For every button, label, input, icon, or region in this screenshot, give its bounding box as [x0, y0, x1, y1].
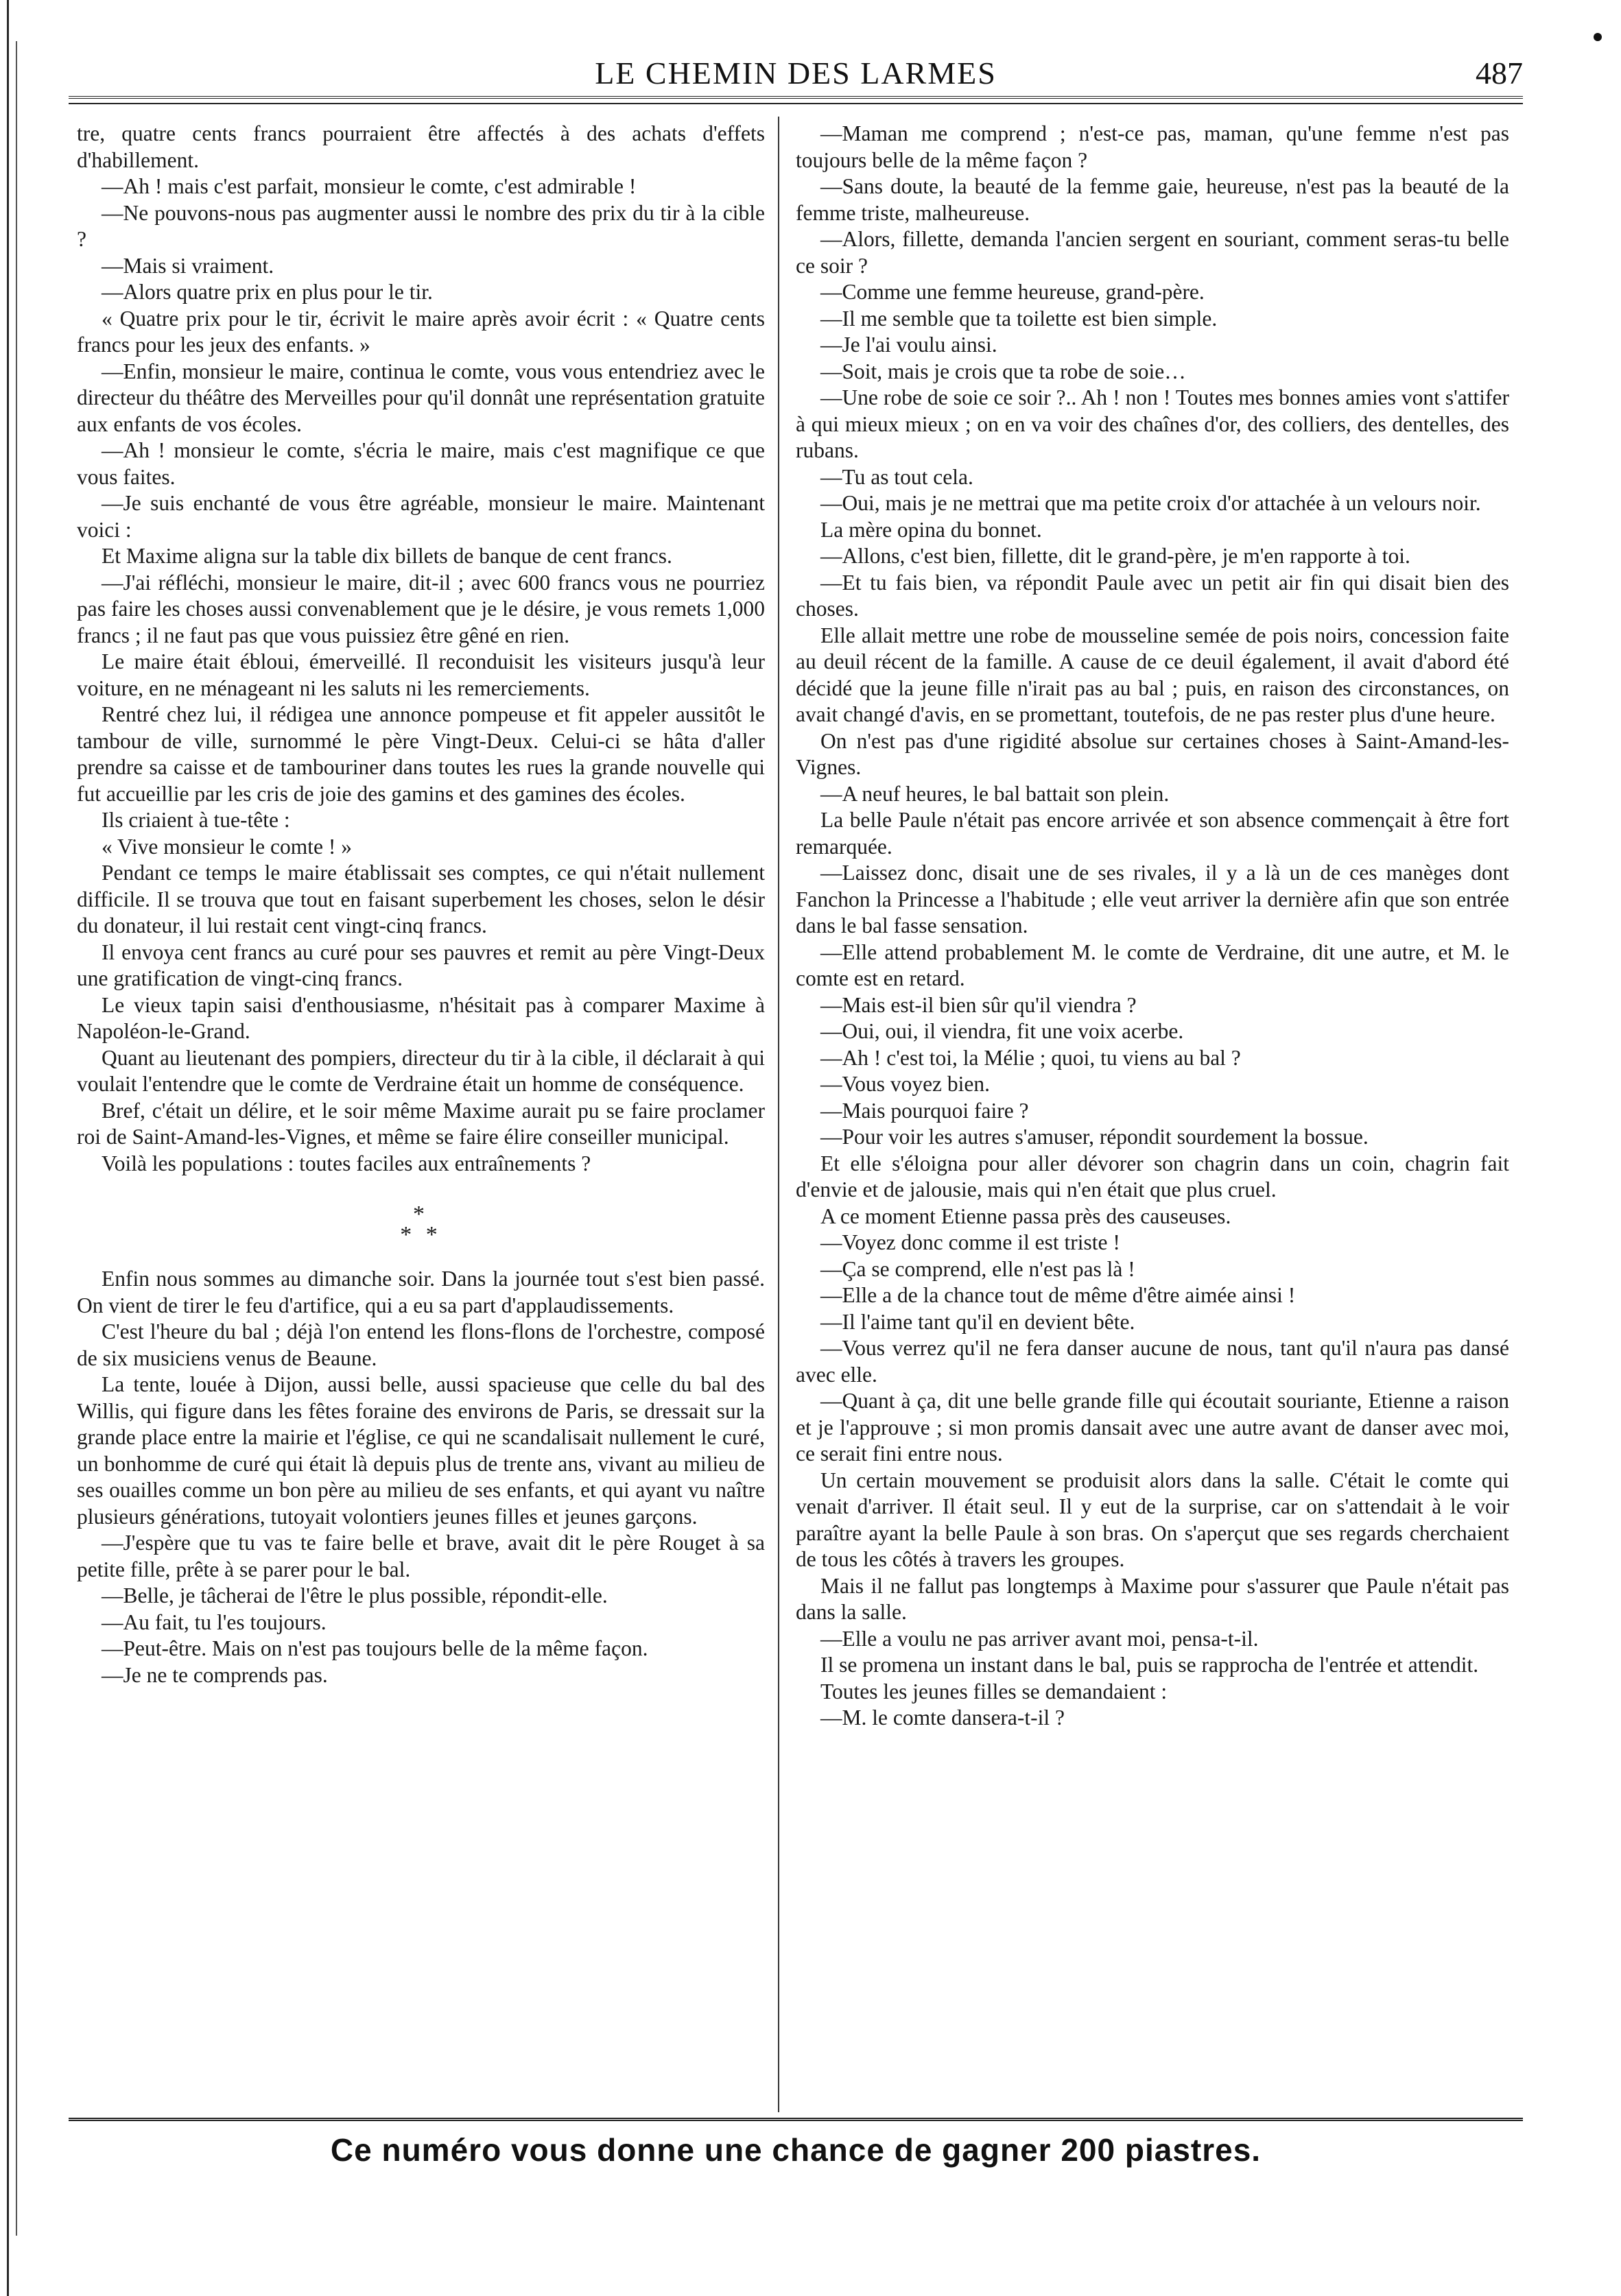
running-title: LE CHEMIN DES LARMES — [595, 56, 997, 91]
paragraph: Voilà les populations : toutes faciles aux entraînements ? — [102, 1151, 591, 1175]
paragraph: tre, quatre cents francs pourraient être affectés à des achats d'effets d'habillement. — [77, 121, 765, 172]
paragraph: Le vieux tapin saisi d'enthousiasme, n'hésitait pas à comparer Maxime à Napoléon-le-Grand. — [77, 992, 765, 1043]
paragraph: Pendant ce temps le maire établissait ses comptes, ce qui n'était nullement difficile. Il se trouva que tout en faisant superbement les choses, selon le désir du donateur, il lui restait cent vingt-cinq francs. — [77, 861, 765, 937]
paragraph: —A neuf heures, le bal battait son plein. — [820, 781, 1170, 806]
paragraph: —Ne pouvons-nous pas augmenter aussi le nombre des prix du tir à la cible ? — [77, 200, 765, 251]
paragraph: Ils criaient à tue-tête : — [102, 808, 290, 832]
paragraph: —Pour voir les autres s'amuser, répondit sourdement la bossue. — [820, 1125, 1369, 1149]
paragraph: —Oui, mais je ne mettrai que ma petite croix d'or attachée à un velours noir. — [820, 491, 1481, 515]
paragraph: —Je l'ai voulu ainsi. — [820, 333, 997, 357]
right-column — [796, 121, 1509, 2106]
paragraph: —Il me semble que ta toilette est bien simple. — [820, 306, 1218, 331]
paragraph: —J'espère que tu vas te faire belle et brave, avait dit le père Rouget à sa petite fille, prête à se parer pour le bal. — [77, 1531, 765, 1581]
page-header — [69, 49, 1523, 99]
paragraph: —Il l'aime tant qu'il en devient bête. — [820, 1309, 1135, 1334]
footer-rule — [69, 2118, 1523, 2121]
paragraph: Enfin nous sommes au dimanche soir. Dans la journée tout s'est bien passé. On vient de tirer le feu d'artifice, qui a eu sa part d'applaudissements. — [77, 1267, 765, 1317]
paragraph: Toutes les jeunes filles se demandaient : — [820, 1679, 1168, 1703]
paragraph: Rentré chez lui, il rédigea une annonce pompeuse et fit appeler aussitôt le tambour de ville, surnommé le père Vingt-Deux. Celui-ci se hâta d'aller prendre sa caisse et de tambouriner dans toutes les rues la grande nouvelle qui fut accueillie par les cris de joie des gamins et des gamines des écoles. — [77, 702, 765, 806]
paragraph: —Alors, fillette, demanda l'ancien sergent en souriant, comment seras-tu belle ce soir ? — [796, 227, 1509, 278]
paragraph: —Ah ! mais c'est parfait, monsieur le comte, c'est admirable ! — [102, 174, 637, 198]
paragraph: —Vous verrez qu'il ne fera danser aucune de nous, tant qu'il n'aura pas dansé avec elle. — [796, 1336, 1509, 1387]
paragraph: —Mais si vraiment. — [102, 253, 274, 278]
paragraph: Et elle s'éloigna pour aller dévorer son chagrin dans un coin, chagrin fait d'envie et de jalousie, mais qui n'en était que plus cruel. — [796, 1151, 1509, 1201]
paragraph: On n'est pas d'une rigidité absolue sur certaines choses à Saint-Amand-les-Vignes. — [796, 728, 1509, 779]
paragraph: —Je suis enchanté de vous être agréable, monsieur le maire. Maintenant voici : — [77, 491, 765, 542]
paragraph: —Mais pourquoi faire ? — [820, 1098, 1029, 1123]
paragraph: Elle allait mettre une robe de mousseline semée de pois noirs, concession faite au deuil récent de la famille. A cause de ce deuil également, il avait d'abord été décidé que la jeune fille n'irait pas au bal ; puis, en raison des circonstances, on avait changé d'avis, en se promettant, toutefois, de ne pas rester plus d'une heure. — [796, 623, 1509, 726]
corner-mark — [1594, 33, 1602, 41]
paragraph: —Au fait, tu l'es toujours. — [102, 1610, 327, 1634]
paragraph: —Voyez donc comme il est triste ! — [820, 1230, 1120, 1254]
paragraph: —Et tu fais bien, va répondit Paule avec un petit air fin qui disait bien des choses. — [796, 570, 1509, 621]
paragraph: A ce moment Etienne passa près des causeuses. — [820, 1204, 1231, 1228]
paragraph: Quant au lieutenant des pompiers, directeur du tir à la cible, il déclarait à qui voulait l'entendre que le comte de Verdraine était un homme de conséquence. — [77, 1045, 765, 1096]
paragraph: —Peut-être. Mais on n'est pas toujours belle de la même façon. — [102, 1636, 648, 1660]
paragraph: Mais il ne fallut pas longtemps à Maxime pour s'assurer que Paule n'était pas dans la salle. — [796, 1573, 1509, 1624]
paragraph: —Ça se comprend, elle n'est pas là ! — [820, 1256, 1135, 1281]
page-number: 487 — [1476, 56, 1523, 91]
paragraph: —Quant à ça, dit une belle grande fille qui écoutait souriante, Etienne a raison et je l'approuve ; si mon promis dansait avec une autre avant de danser avec moi, ce serait fini entre nous. — [796, 1389, 1509, 1466]
paragraph: —Je ne te comprends pas. — [102, 1662, 328, 1687]
paragraph: —Maman me comprend ; n'est-ce pas, maman, qu'une femme n'est pas toujours belle de la même façon ? — [796, 121, 1509, 172]
paragraph: —Comme une femme heureuse, grand-père. — [820, 280, 1205, 304]
paragraph: —Ah ! c'est toi, la Mélie ; quoi, tu viens au bal ? — [820, 1045, 1241, 1070]
asterism-top: * — [413, 1201, 429, 1227]
paragraph: —M. le comte dansera-t-il ? — [820, 1706, 1065, 1730]
paragraph: —Mais est-il bien sûr qu'il viendra ? — [820, 992, 1137, 1017]
left-column — [77, 121, 765, 2106]
paragraph: —Belle, je tâcherai de l'être le plus possible, répondit-elle. — [102, 1583, 608, 1607]
paragraph: La tente, louée à Dijon, aussi belle, aussi spacieuse que celle du bal des Willis, qui figure dans les fêtes foraine des environs de Paris, se dressait sur la grande place entre la mairie et l'église, ce qui ne scandalisait nullement le curé, un bonhomme de curé qui était là depuis plus de trente ans, vivant au milieu de ses ouailles comme un bon père au milieu de ses enfants, et qui ayant vu naître plusieurs générations, tutoyait volontiers jeunes filles et jeunes garçons. — [77, 1372, 765, 1529]
paragraph: —Oui, oui, il viendra, fit une voix acerbe. — [820, 1019, 1184, 1043]
paragraph: Le maire était ébloui, émerveillé. Il reconduisit les visiteurs jusqu'à leur voiture, en ne ménageant ni les saluts ni les remerciements. — [77, 649, 765, 700]
paragraph: —J'ai réfléchi, monsieur le maire, dit-il ; avec 600 francs vous ne pourriez pas faire les choses aussi convenablement que je le désire, je vous remets 1,000 francs ; il ne faut pas que vous puissiez être gêné en rien. — [77, 570, 765, 647]
paragraph: —Tu as tout cela. — [820, 464, 973, 489]
paragraph: —Elle a voulu ne pas arriver avant moi, pensa-t-il. — [820, 1626, 1259, 1651]
paragraph: C'est l'heure du bal ; déjà l'on entend les flons-flons de l'orchestre, composé de six musiciens venus de Beaune. — [77, 1319, 765, 1370]
paragraph: Un certain mouvement se produisit alors dans la salle. C'était le comte qui venait d'arriver. Il était seul. Il y eut de la surprise, car on s'attendait à le voir paraître ayant la belle Paule à son bras. On s'aperçut que ses regards cherchaient de tous les côtés à travers les groupes. — [796, 1468, 1509, 1571]
asterism-bottom: * * — [400, 1222, 442, 1247]
paragraph: —Sans doute, la beauté de la femme gaie, heureuse, n'est pas la beauté de la femme triste, malheureuse. — [796, 174, 1509, 225]
paragraph: —Elle a de la chance tout de même d'être aimée ainsi ! — [820, 1283, 1296, 1307]
paragraph: —Vous voyez bien. — [820, 1072, 991, 1096]
section-break-asterism — [77, 1201, 765, 1247]
header-rule — [69, 96, 1523, 99]
paragraph: La belle Paule n'était pas encore arrivée et son absence commençait à être fort remarquée. — [796, 808, 1509, 859]
page-binding-edge — [7, 0, 23, 2296]
paragraph: —Allons, c'est bien, fillette, dit le grand-père, je m'en rapporte à toi. — [820, 544, 1410, 568]
paragraph: —Enfin, monsieur le maire, continua le comte, vous vous entendriez avec le directeur du théâtre des Merveilles pour qu'il donnât une représentation gratuite aux enfants de vos écoles. — [77, 359, 765, 436]
header-rule-secondary — [69, 103, 1523, 104]
paragraph: « Quatre prix pour le tir, écrivit le maire après avoir écrit : « Quatre cents francs pour les jeux des enfants. » — [77, 306, 765, 357]
paragraph: « Vive monsieur le comte ! » — [102, 834, 352, 859]
column-divider — [778, 117, 779, 2112]
paragraph: Il se promena un instant dans le bal, puis se rapprocha de l'entrée et attendit. — [820, 1653, 1479, 1677]
paragraph: Il envoya cent francs au curé pour ses pauvres et remit au père Vingt-Deux une gratification de vingt-cinq francs. — [77, 940, 765, 990]
footer-notice: Ce numéro vous donne une chance de gagner 200 piastres. — [330, 2132, 1262, 2168]
paragraph: La mère opina du bonnet. — [820, 517, 1042, 542]
paragraph: —Alors quatre prix en plus pour le tir. — [102, 280, 433, 304]
paragraph: —Une robe de soie ce soir ?.. Ah ! non ! Toutes mes bonnes amies vont s'attifer à qui mieux mieux ; on en va voir des chaînes d'or, des colliers, des dentelles, des rubans. — [796, 385, 1509, 462]
paragraph: —Ah ! monsieur le comte, s'écria le maire, mais c'est magnifique ce que vous faites. — [77, 438, 765, 489]
paragraph: Et Maxime aligna sur la table dix billets de banque de cent francs. — [102, 544, 672, 568]
paragraph: Bref, c'était un délire, et le soir même Maxime aurait pu se faire proclamer roi de Saint-Amand-les-Vignes, et même se faire élire conseiller municipal. — [77, 1098, 765, 1149]
paragraph: —Elle attend probablement M. le comte de Verdraine, dit une autre, et M. le comte est en retard. — [796, 940, 1509, 990]
paragraph: —Laissez donc, disait une de ses rivales, il y a là un de ces manèges dont Fanchon la Princesse a l'habitude ; elle veut arriver la dernière afin que son entrée dans le bal fasse sensation. — [796, 861, 1509, 937]
paragraph: —Soit, mais je crois que ta robe de soie… — [820, 359, 1186, 383]
